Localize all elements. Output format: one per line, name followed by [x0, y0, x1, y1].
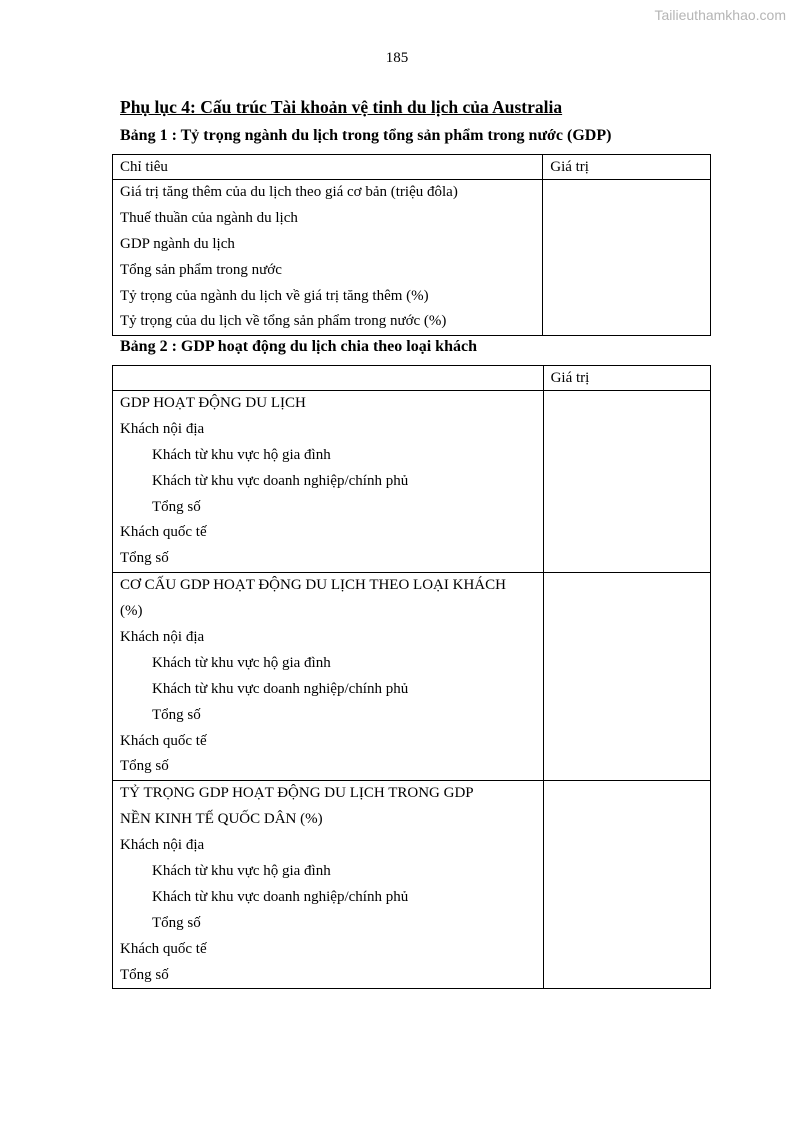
- table1-header-col1: Chỉ tiêu: [113, 155, 543, 180]
- table2-indicator: Tổng số: [120, 758, 169, 775]
- table2-value-cell: [543, 573, 710, 781]
- table2-indicator: Khách từ khu vực hộ gia đình: [152, 654, 331, 671]
- table1-value-cell: [543, 180, 711, 336]
- table2-section-row: [113, 781, 711, 989]
- appendix-title: Phụ lục 4: Cấu trúc Tài khoản vệ tinh du lịch của Australia: [120, 97, 563, 117]
- table2-indicator: Khách từ khu vực hộ gia đình: [152, 446, 331, 463]
- table2-indicator-cell: [113, 781, 544, 989]
- table2-indicator: Khách quốc tế: [120, 940, 207, 957]
- table2: [112, 365, 711, 989]
- table1-header-row: [113, 155, 711, 180]
- table2-indicator: Khách nội địa: [120, 837, 205, 854]
- table2-indicator: NỀN KINH TẾ QUỐC DÂN (%): [120, 811, 323, 828]
- table2-section-row: [113, 391, 711, 573]
- page-number: 185: [385, 50, 409, 66]
- table2-header-col1: [113, 366, 544, 391]
- table2-indicator: Khách từ khu vực hộ gia đình: [152, 863, 331, 880]
- table1-indicator: GDP ngành du lịch: [120, 235, 235, 252]
- table2-indicator: Khách nội địa: [120, 420, 205, 437]
- table2-indicator: Khách từ khu vực doanh nghiệp/chính phủ: [152, 472, 409, 489]
- table2-indicator: Khách từ khu vực doanh nghiệp/chính phủ: [152, 680, 409, 697]
- table2-value-cell: [543, 391, 710, 573]
- table2-indicator-cell: [113, 391, 544, 573]
- table2-value-cell: [543, 781, 710, 989]
- table1-body-row: [113, 180, 711, 336]
- table2-section-row: [113, 573, 711, 781]
- table2-indicator-cell: [113, 573, 544, 781]
- table2-indicator: Khách quốc tế: [120, 732, 207, 749]
- table2-indicator: TỶ TRỌNG GDP HOẠT ĐỘNG DU LỊCH TRONG GDP: [120, 785, 474, 802]
- table1-caption: Bảng 1 : Tỷ trọng ngành du lịch trong tổng sản phẩm trong nước (GDP): [120, 127, 612, 144]
- table1-indicator-cell: [113, 180, 543, 336]
- table2-indicator: Tổng số: [120, 550, 169, 567]
- table1-header-col2: Giá trị: [543, 155, 711, 180]
- table1-indicator: Tổng sản phẩm trong nước: [120, 261, 282, 278]
- table2-indicator: Tổng số: [152, 914, 201, 931]
- table2-header-col2: Giá trị: [543, 366, 710, 391]
- table1-indicator: Thuế thuần của ngành du lịch: [120, 209, 298, 226]
- table2-indicator: Tổng số: [152, 706, 201, 723]
- table2-indicator: Tổng số: [152, 498, 201, 515]
- table2-caption: Bảng 2 : GDP hoạt động du lịch chia theo loại khách: [120, 338, 477, 355]
- table1-indicator: Giá trị tăng thêm của du lịch theo giá cơ bản (triệu đôla): [120, 184, 458, 200]
- table2-indicator: (%): [120, 603, 143, 620]
- table1-indicator: Tỷ trọng của ngành du lịch về giá trị tăng thêm (%): [120, 287, 429, 304]
- table2-indicator: Khách quốc tế: [120, 524, 207, 541]
- table2-indicator: GDP HOẠT ĐỘNG DU LỊCH: [120, 395, 306, 411]
- table1: [112, 154, 711, 336]
- table2-indicator: Tổng số: [120, 966, 169, 983]
- watermark: Tailieuthamkhao.com: [654, 7, 786, 23]
- table2-indicator: CƠ CẤU GDP HOẠT ĐỘNG DU LỊCH THEO LOẠI KHÁCH: [120, 577, 506, 594]
- table1-indicator: Tỷ trọng của du lịch về tổng sản phẩm trong nước (%): [120, 313, 447, 330]
- table2-indicator: Khách nội địa: [120, 629, 205, 646]
- table2-header-row: [113, 366, 711, 391]
- table2-indicator: Khách từ khu vực doanh nghiệp/chính phủ: [152, 888, 409, 905]
